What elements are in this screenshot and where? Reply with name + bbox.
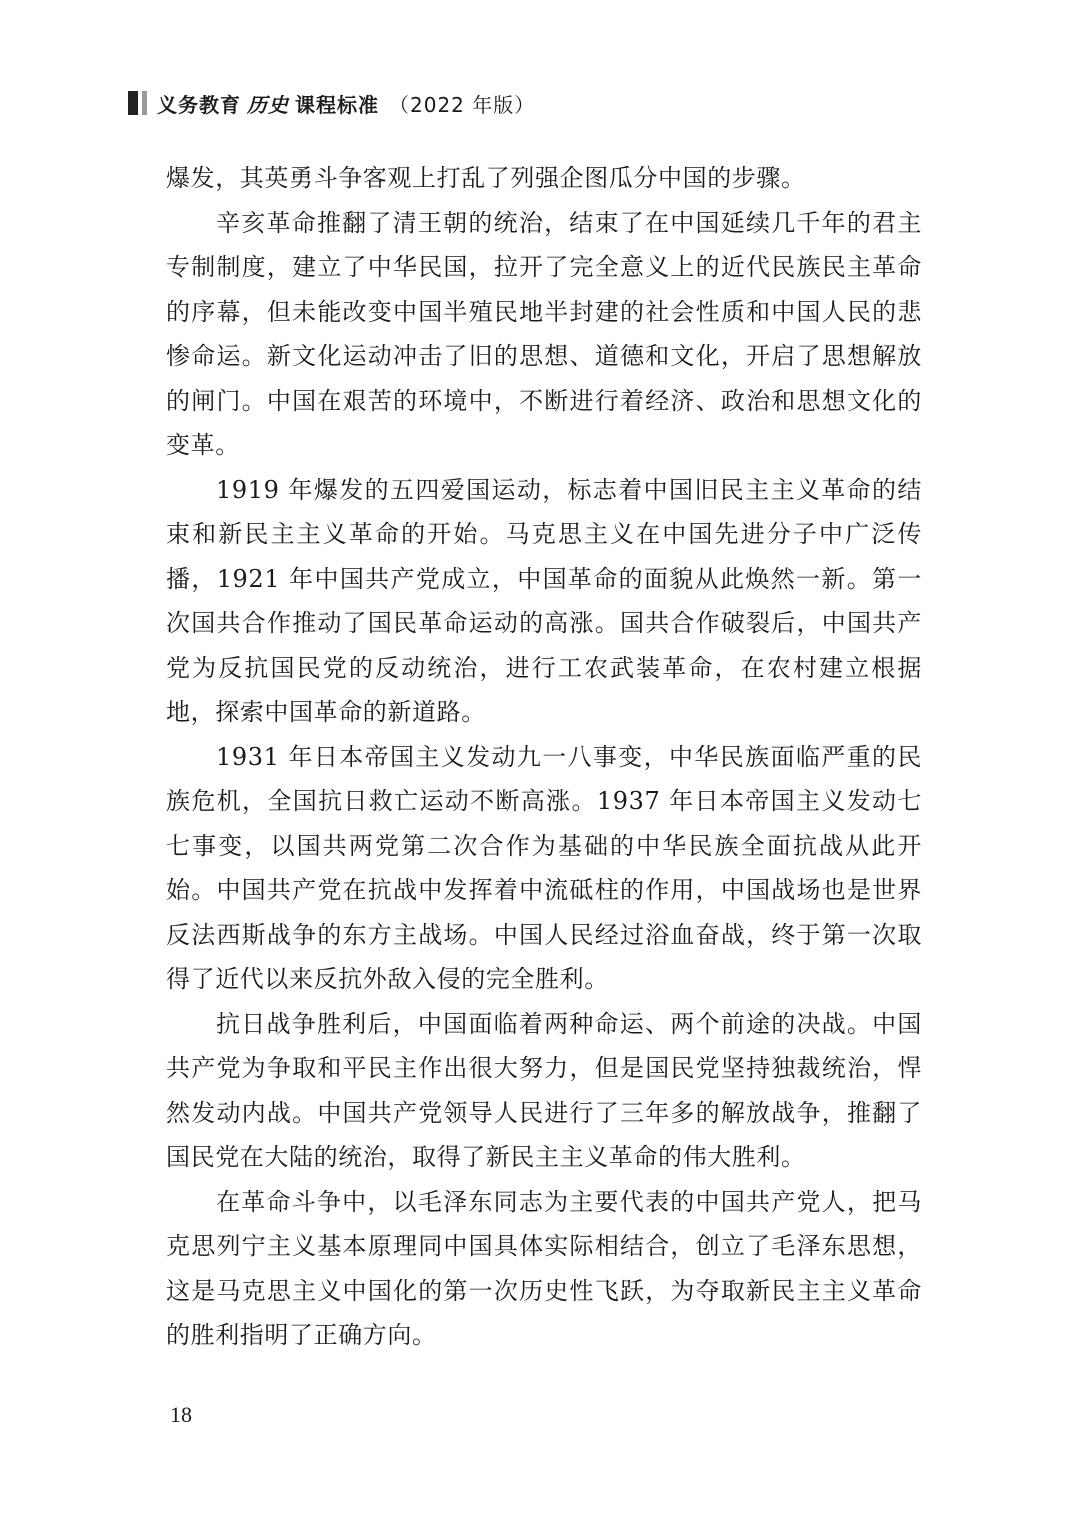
paragraph-anti-japanese-war: 1931 年日本帝国主义发动九一八事变，中华民族面临严重的民族危机，全国抗日救亡运动不断高涨。1937 年日本帝国主义发动七七事变，以国共两党第二次合作为基础的中华民族全面抗战从此开始。中国共产党在抗战中发挥着中流砥柱的作用，中国战场也是世界反法西斯战争的东方主战场。中国人民经过浴血奋战，终于第一次取得了近代以来反抗外敌入侵的完全胜利。 [166,742,922,993]
paragraph-liberation-war: 抗日战争胜利后，中国面临着两种命运、两个前途的决战。中国共产党为争取和平民主作出很大努力，但是国民党坚持独裁统治，悍然发动内战。中国共产党领导人民进行了三年多的解放战争，推翻了国民党在大陆的统治，取得了新民主主义革命的伟大胜利。 [166,1009,922,1171]
header-bar-light [142,91,147,115]
paragraph-mao-thought: 在革命斗争中，以毛泽东同志为主要代表的中国共产党人，把马克思列宁主义基本原理同中国具体实际相结合，创立了毛泽东思想，这是马克思主义中国化的第一次历史性飞跃，为夺取新民主主义革命的胜利指明了正确方向。 [166,1187,922,1349]
book-title-edition: （2022 年版） [389,92,536,117]
book-title [157,89,535,118]
paragraph-xinhai-revolution: 辛亥革命推翻了清王朝的统治，结束了在中国延续几千年的君主专制制度，建立了中华民国，拉开了完全意义上的近代民族民主革命的序幕，但未能改变中国半殖民地半封建的社会性质和中国人民的悲惨命运。新文化运动冲击了旧的思想、道德和文化，开启了思想解放的闸门。中国在艰苦的环境中，不断进行着经济、政治和思想文化的变革。 [166,208,922,459]
running-header [128,88,535,118]
body-text [166,156,922,1358]
book-title-part2: 课程标准 [295,92,379,117]
page-number: 18 [170,1402,192,1427]
header-bar-dark [128,91,138,115]
book-title-subject: 历史 [247,92,289,117]
header-bars-decoration [128,91,147,115]
paragraph-continuation: 爆发，其英勇斗争客观上打乱了列强企图瓜分中国的步骤。 [166,164,806,192]
book-title-part1: 义务教育 [157,92,241,117]
paragraph-may-fourth: 1919 年爆发的五四爱国运动，标志着中国旧民主主义革命的结束和新民主主义革命的开始。马克思主义在中国先进分子中广泛传播，1921 年中国共产党成立，中国革命的面貌从此焕然一新。第一次国共合作推动了国民革命运动的高涨。国共合作破裂后，中国共产党为反抗国民党的反动统治，进行工农武装革命，在农村建立根据地，探索中国革命的新道路。 [166,475,922,726]
